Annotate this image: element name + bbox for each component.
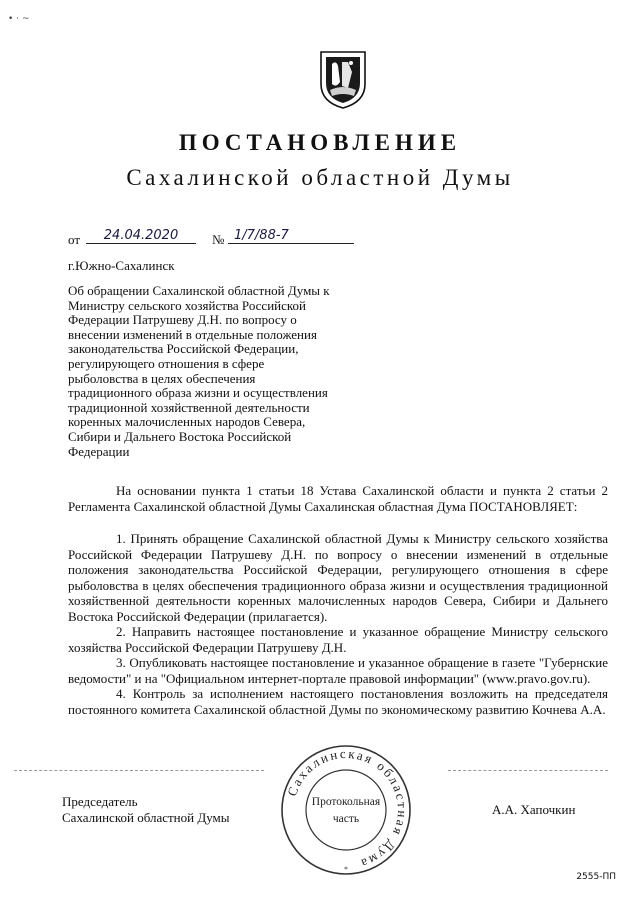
stamp-center-line-2: часть xyxy=(332,813,360,825)
form-code: 2555-ПП xyxy=(576,872,616,882)
preamble-text: На основании пункта 1 статьи 18 Устава Сахалинской области и пункта 2 статьи 2 Регламента Сахалинской областной Думы Сахалинская областная Дума ПОСТАНОВЛЯЕТ: xyxy=(68,483,608,514)
document-title: ПОСТАНОВЛЕНИЕ xyxy=(178,130,462,155)
position-line-2: Сахалинской областной Думы xyxy=(62,810,230,825)
sakhalin-coat-of-arms-icon xyxy=(318,48,368,110)
clause-4: 4. Контроль за исполнением настоящего постановления возложить на председателя постоянного комитета Сахалинской областной Думы по экономическому развитию Кочнева А.А. xyxy=(68,686,608,717)
city: г.Южно-Сахалинск xyxy=(68,258,175,273)
clause-3: 3. Опубликовать настоящее постановление и указанное обращение в газете "Губернские ведомости" и на "Официальном интернет-портале правовой информации" (www.pravo.gov.ru). xyxy=(68,655,608,686)
subject-line: внесении изменений в отдельные положения xyxy=(68,326,317,342)
date-label: от xyxy=(68,232,81,247)
subject-line: традиционной хозяйственной деятельности xyxy=(68,399,310,415)
corner-scan-marks: • · ~ xyxy=(8,14,30,24)
clause-1: 1. Принять обращение Сахалинской областной Думы к Министру сельского хозяйства Российской Федерации Патрушеву Д.Н. по вопросу о внесении изменений в отдельные положения законодательства Российской Федерации, регулирующего отношения в сфере рыболовства в целях обеспечения традиционного образа жизни и осуществления традиционной хозяйственной деятельности коренных малочисленных народов Севера, Сибири и Дальнего Востока Российской Федерации (прилагается). xyxy=(68,531,608,624)
position-line-1: Председатель xyxy=(62,794,138,809)
subject-line: рыболовства в целях обеспечения xyxy=(68,370,256,386)
stamp-ring-text: Сахалинская областная Дума xyxy=(284,745,411,873)
svg-text:*: * xyxy=(344,865,348,874)
clause-2: 2. Направить настоящее постановление и указанное обращение Министру сельского хозяйства Российской Федерации Патрушеву Д.Н. xyxy=(68,624,608,655)
subject-line: традиционного образа жизни и осуществления xyxy=(68,385,328,401)
subject-line: Сибири и Дальнего Востока Российской xyxy=(68,428,292,444)
subject-line: Об обращении Сахалинской областной Думы к xyxy=(68,283,330,298)
subject-line: коренных малочисленных народов Севера, xyxy=(68,414,306,430)
date-value: 24.04.2020 xyxy=(86,228,196,244)
official-stamp xyxy=(278,742,414,878)
stamp-center-line-1: Протокольная xyxy=(311,796,381,808)
number-value: 1/7/88-7 xyxy=(228,228,354,244)
subject-line: регулирующего отношения в сфере xyxy=(68,355,265,371)
decree-subject xyxy=(68,284,348,459)
scan-artifact-line xyxy=(14,770,264,771)
number-label: № xyxy=(212,232,225,247)
subject-line: законодательства Российской Федерации, xyxy=(68,341,299,357)
subject-line: Федерации xyxy=(68,443,130,459)
subject-line: Министру сельского хозяйства Российской xyxy=(68,297,306,313)
preamble xyxy=(68,483,608,514)
signatory-name: А.А. Хапочкин xyxy=(492,802,576,817)
document-subtitle: Сахалинской областной Думы xyxy=(126,165,514,190)
signatory-position xyxy=(62,794,230,826)
scan-artifact-line xyxy=(448,770,608,771)
decree-clauses xyxy=(68,531,608,717)
subject-line: Федерации Патрушеву Д.Н. по вопросу о xyxy=(68,312,297,328)
